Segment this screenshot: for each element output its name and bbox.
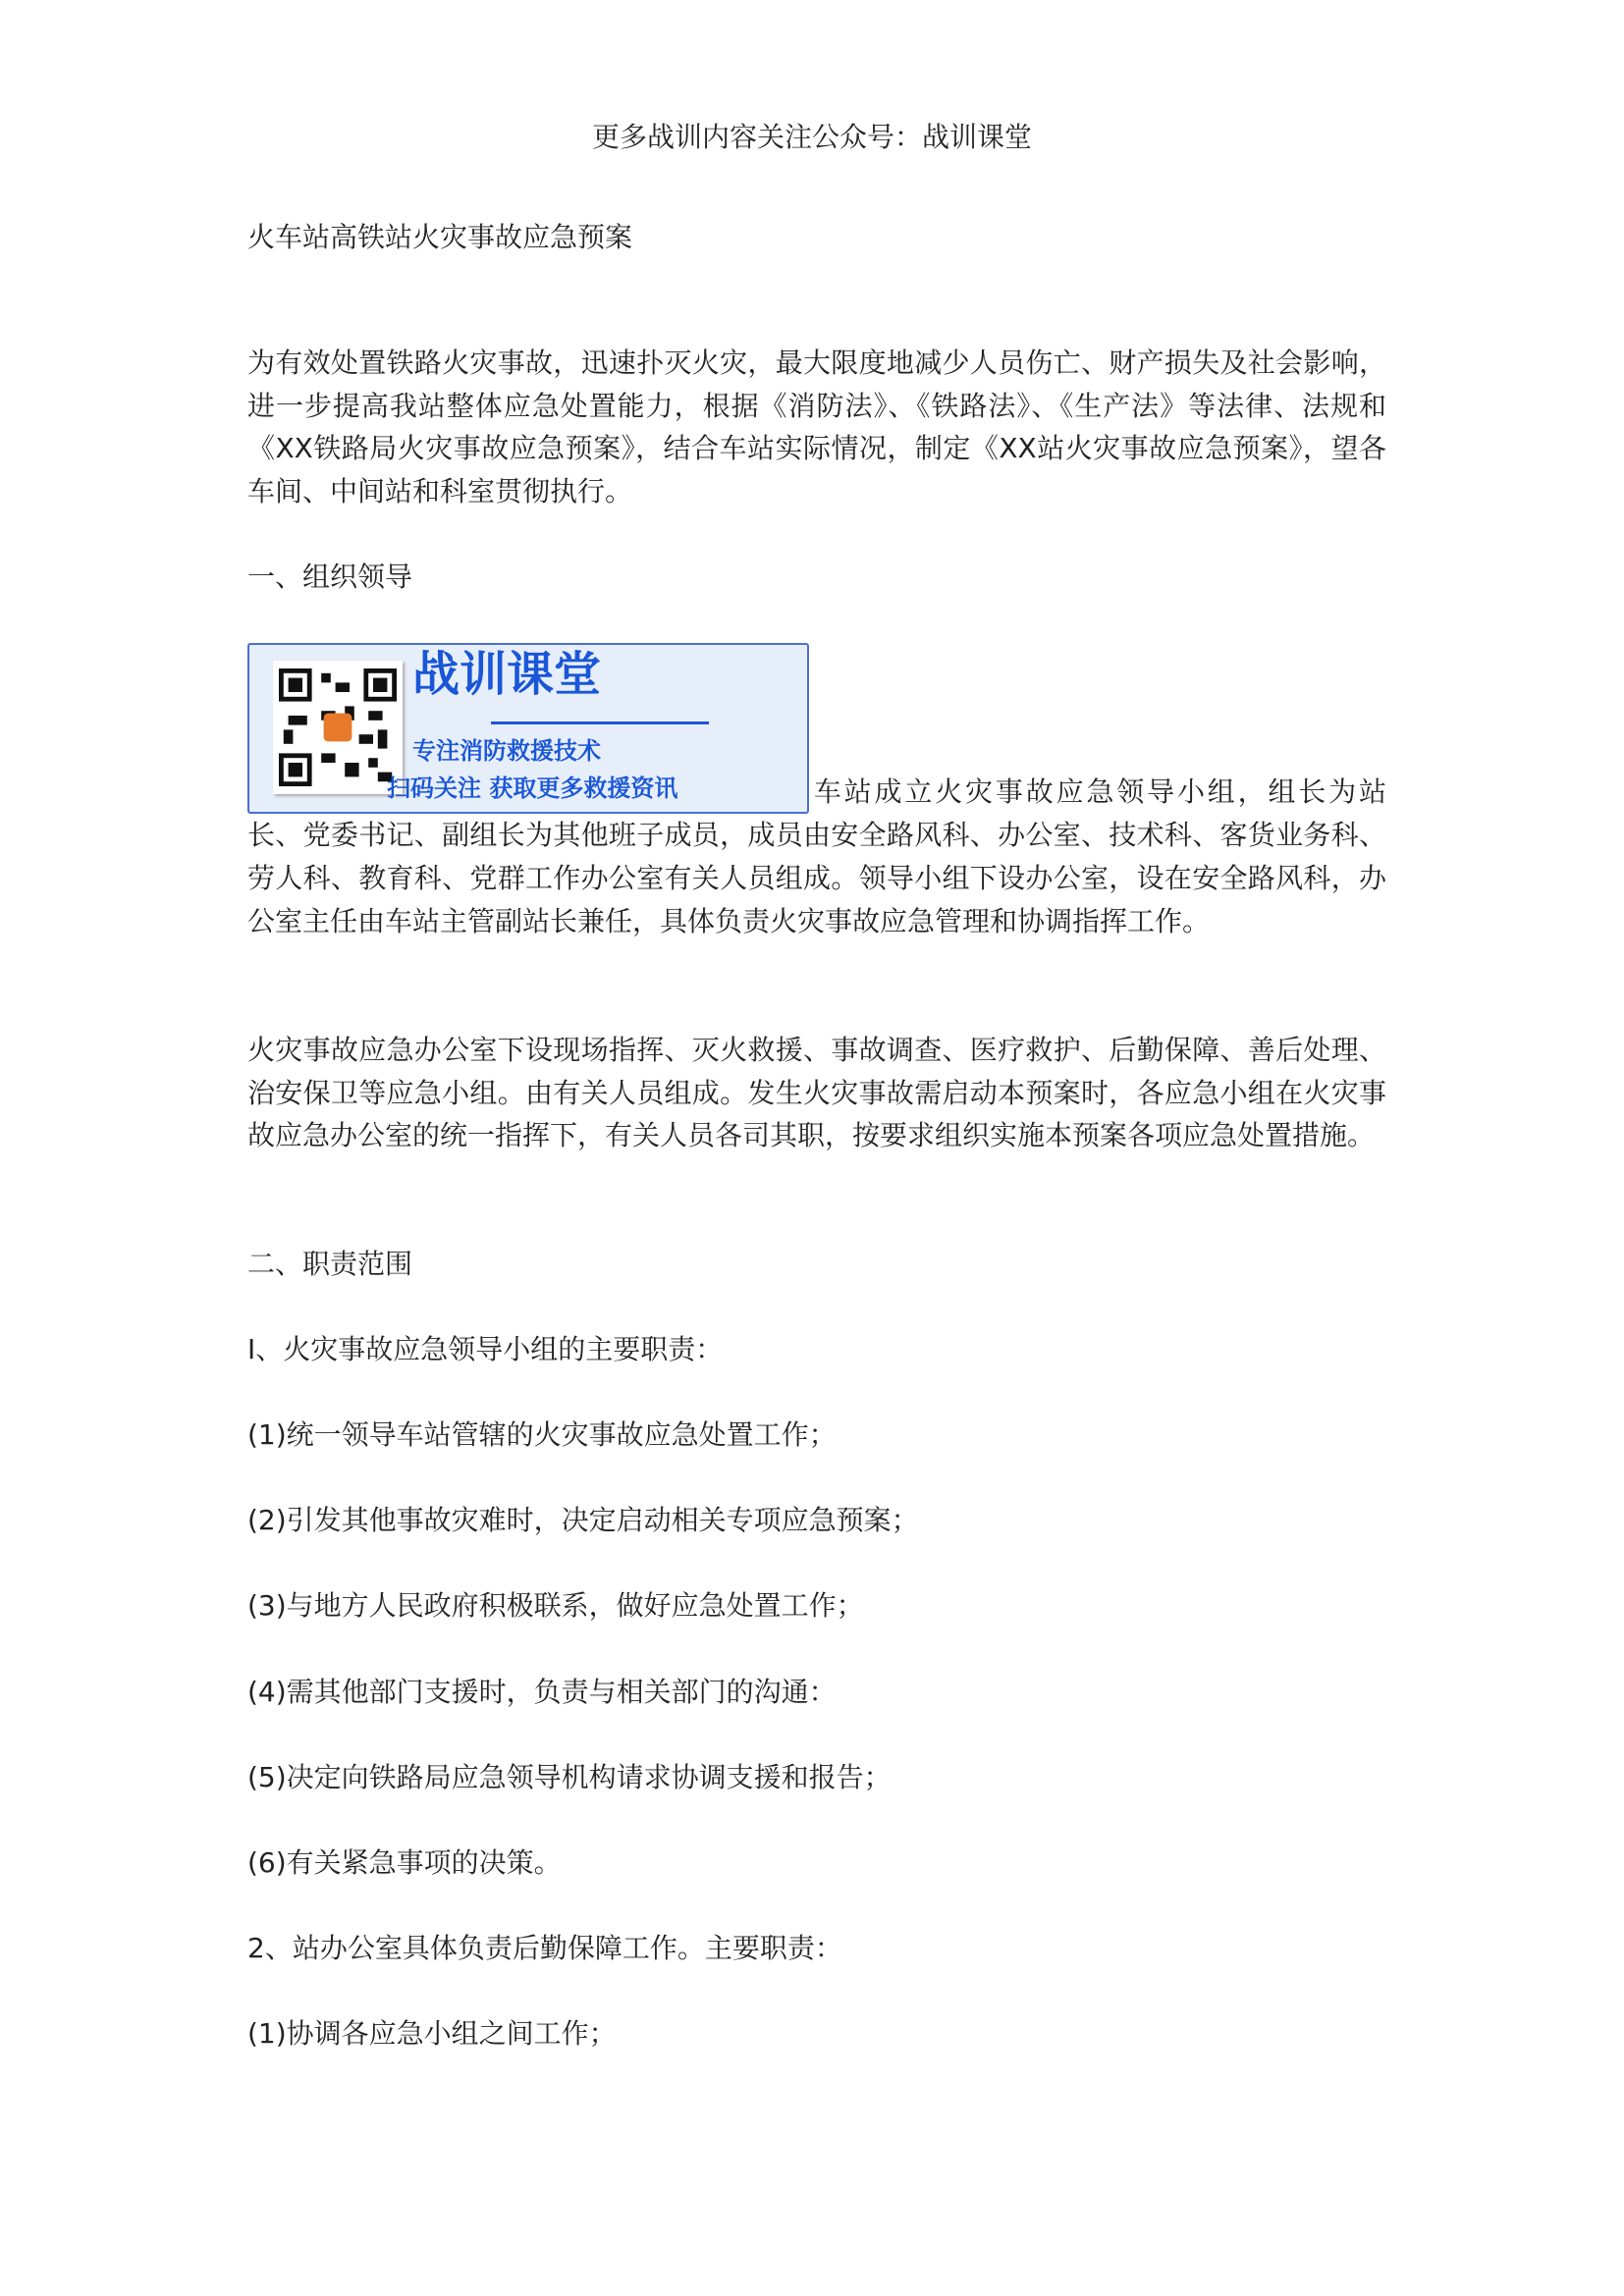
- intro-paragraph: 为有效处置铁路火灾事故，迅速扑灭火灾，最大限度地减少人员伤亡、财产损失及社会影响，进一步提高我站整体应急处置能力，根据《消防法》、《铁路法》、《生产法》等法律、法规和《XX铁路局火灾事故应急预案》，结合车站实际情况，制定《XX站火灾事故应急预案》，望各车间、中间站和科室贯彻执行。: [247, 347, 1386, 507]
- qr-code-icon: [279, 668, 397, 786]
- list-item: (6)有关紧急事项的决策。: [247, 1846, 562, 1879]
- document-title: 火车站高铁站火灾事故应急预案: [247, 221, 633, 253]
- banner-divider: [491, 721, 709, 724]
- promo-banner: [247, 643, 809, 814]
- subheading-leadership-duties: I、火灾事故应急领导小组的主要职责：: [247, 1333, 724, 1365]
- section-heading-2: 二、职责范围: [247, 1248, 413, 1280]
- banner-line-2: 扫码关注 获取更多救援资讯: [387, 774, 678, 802]
- list-item: (2)引发其他事故灾难时，决定启动相关专项应急预案；: [247, 1504, 919, 1536]
- page-header: 更多战训内容关注公众号：战训课堂: [591, 121, 1032, 153]
- org-paragraph: 车站成立火灾事故应急领导小组，组长为站长、党委书记、副组长为其他班子成员，成员由安全路风科、办公室、技术科、客货业务科、劳人科、教育科、党群工作办公室有关人员组成。领导小组下设办公室，设在安全路风科，办公室主任由车站主管副站长兼任，具体负责火灾事故应急管理和协调指挥工作。: [247, 775, 1386, 937]
- banner-title: 战训课堂: [412, 647, 602, 702]
- office-paragraph: 火灾事故应急办公室下设现场指挥、灭火救援、事故调查、医疗救护、后勤保障、善后处理、治安保卫等应急小组。由有关人员组成。发生火灾事故需启动本预案时，各应急小组在火灾事故应急办公室的统一指挥下，有关人员各司其职，按要求组织实施本预案各项应急处置措施。: [247, 1034, 1386, 1151]
- section-heading-1: 一、组织领导: [247, 561, 413, 593]
- list-item: (3)与地方人民政府积极联系，做好应急处置工作；: [247, 1589, 864, 1622]
- list-item: (1)协调各应急小组之间工作；: [247, 2017, 617, 2050]
- list-item: (4)需其他部门支援时，负责与相关部门的沟通：: [247, 1676, 837, 1708]
- qr-code-image: [273, 661, 403, 794]
- subheading-office-duties: 2、站办公室具体负责后勤保障工作。主要职责：: [247, 1932, 842, 1964]
- org-paragraph-block: [247, 643, 1386, 943]
- list-item: (1)统一领导车站管辖的火灾事故应急处置工作；: [247, 1418, 837, 1451]
- list-item: (5)决定向铁路局应急领导机构请求协调支援和报告；: [247, 1761, 892, 1793]
- banner-line-1: 专注消防救援技术: [412, 737, 601, 765]
